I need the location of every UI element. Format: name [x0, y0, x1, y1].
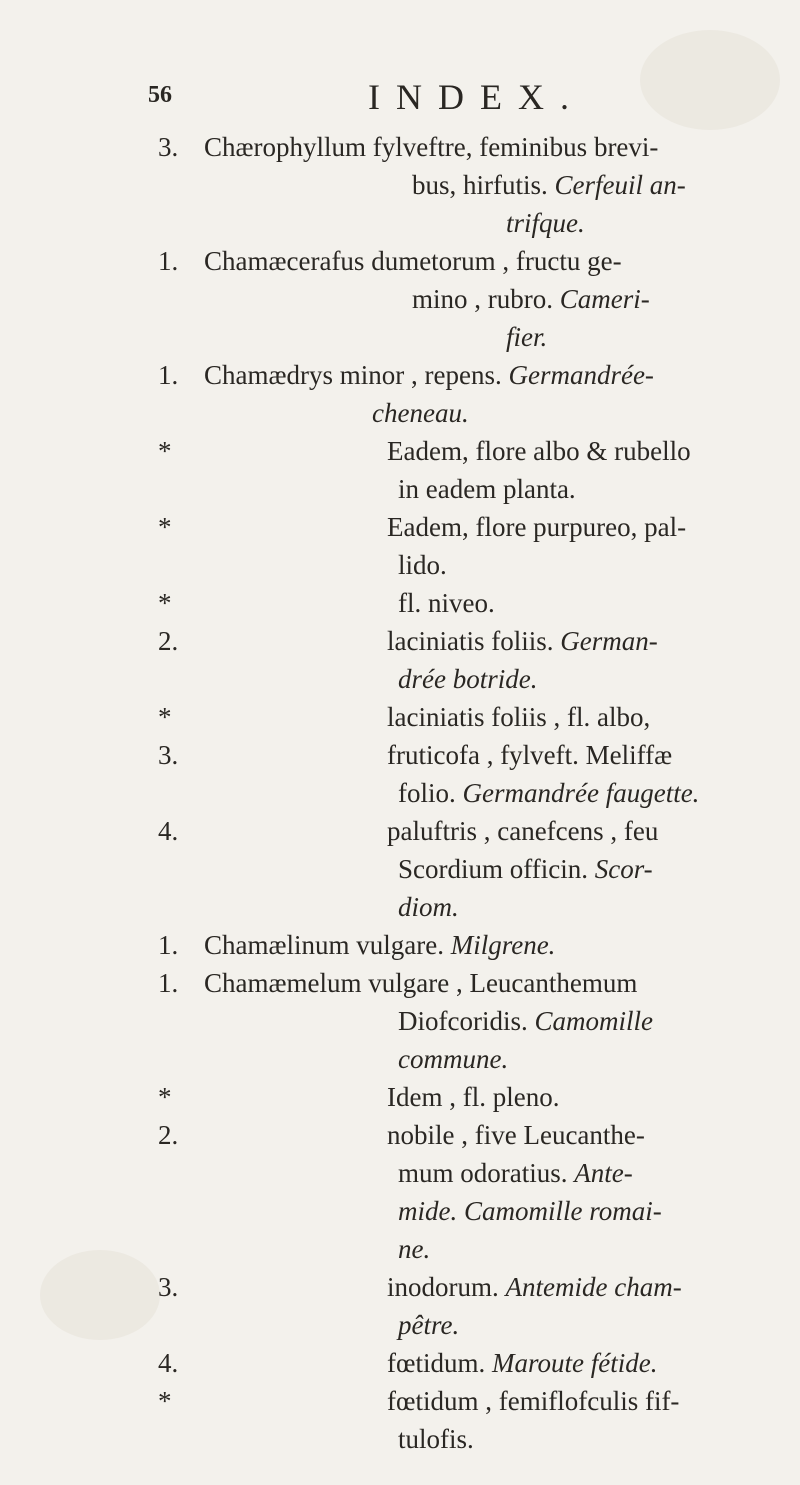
entry-number: 3. — [158, 740, 179, 770]
asterisk-marker: * — [158, 1386, 172, 1416]
entry-text: fœtidum , femiflofculis fif- — [387, 1386, 680, 1416]
entry-line — [204, 964, 637, 1002]
entry-text: fl. niveo. — [398, 588, 495, 618]
french-name: trifque. — [506, 208, 585, 238]
asterisk-marker: * — [158, 588, 172, 618]
running-title: INDEX. — [368, 77, 585, 117]
entry-text: Scordium officin. — [398, 854, 595, 884]
entry-number: 3. — [158, 132, 179, 162]
entry-text: Eadem, flore albo & rubello — [387, 436, 691, 466]
entry-line — [506, 318, 547, 356]
entry-number: 2. — [158, 1120, 179, 1150]
french-name: Germandrée faugette. — [462, 778, 700, 808]
entry-number: 3. — [158, 1272, 179, 1302]
french-name: drée botride. — [398, 664, 538, 694]
entry-line — [372, 394, 469, 432]
entry-line — [387, 698, 650, 736]
entry-line — [398, 1040, 508, 1078]
entry-text: fœtidum. — [387, 1348, 492, 1378]
entry-line — [387, 1078, 559, 1116]
entry-line — [387, 812, 658, 850]
entry-line — [398, 850, 653, 888]
entry-text: tulofis. — [398, 1424, 474, 1454]
entry-number: 1. — [158, 968, 179, 998]
entry-line — [387, 1382, 679, 1420]
entry-line — [412, 280, 650, 318]
entry-line — [204, 128, 658, 166]
entry-number: 4. — [158, 816, 179, 846]
entry-number: 4. — [158, 1348, 179, 1378]
entry-line — [387, 508, 686, 546]
entry-number: 2. — [158, 626, 179, 656]
french-name: Cameri- — [559, 284, 650, 314]
entry-text: in eadem planta. — [398, 474, 576, 504]
entry-text: Eadem, flore purpureo, pal- — [387, 512, 687, 542]
asterisk-marker: * — [158, 1082, 172, 1112]
entry-text: paluftris , canefcens , feu — [387, 816, 659, 846]
french-name: mide. Camomille romai- — [398, 1196, 662, 1226]
french-name: Scor- — [594, 854, 653, 884]
french-name: Germandrée- — [508, 360, 654, 390]
entry-line — [398, 660, 537, 698]
french-name: German- — [560, 626, 658, 656]
page-number: 56 — [148, 82, 172, 108]
entry-line — [204, 356, 654, 394]
entry-text: laciniatis foliis. — [387, 626, 561, 656]
entry-number: 1. — [158, 360, 179, 390]
entry-line — [398, 546, 447, 584]
entry-number: 1. — [158, 246, 179, 276]
french-name: pêtre. — [398, 1310, 460, 1340]
entry-text: mum odoratius. — [398, 1158, 575, 1188]
entry-line — [398, 1230, 430, 1268]
french-name: Antemide cham- — [505, 1272, 682, 1302]
entry-line — [398, 470, 576, 508]
entry-line — [506, 204, 585, 242]
entry-text: Chærophyllum fylveftre, feminibus brevi- — [204, 132, 659, 162]
entry-text: Chamæcerafus dumetorum , fructu ge- — [204, 246, 622, 276]
entry-text: fruticofa , fylveft. Meliffæ — [387, 740, 673, 770]
entry-line — [398, 1420, 474, 1458]
entry-text: lido. — [398, 550, 447, 580]
french-name: commune. — [398, 1044, 509, 1074]
entry-line — [398, 888, 459, 926]
entry-line — [387, 1268, 682, 1306]
french-name: Ante- — [574, 1158, 633, 1188]
entry-text: Idem , fl. pleno. — [387, 1082, 560, 1112]
entry-line — [398, 774, 699, 812]
entry-text: Chamædrys minor , repens. — [204, 360, 509, 390]
french-name: Milgrene. — [450, 930, 556, 960]
entry-line — [387, 622, 658, 660]
french-name: diom. — [398, 892, 459, 922]
entry-line — [387, 736, 672, 774]
entry-text: mino , rubro. — [412, 284, 560, 314]
asterisk-marker: * — [158, 512, 172, 542]
entry-text: inodorum. — [387, 1272, 506, 1302]
entry-line — [398, 1154, 633, 1192]
paper-stain — [40, 1250, 160, 1340]
asterisk-marker: * — [158, 702, 172, 732]
french-name: ne. — [398, 1234, 431, 1264]
french-name: fier. — [506, 322, 548, 352]
entry-line — [387, 1116, 645, 1154]
entry-text: Chamælinum vulgare. — [204, 930, 451, 960]
entry-line — [412, 166, 686, 204]
entry-line — [398, 1306, 459, 1344]
entry-text: Diofcoridis. — [398, 1006, 535, 1036]
entry-line — [204, 926, 555, 964]
entry-text: nobile , five Leucanthe- — [387, 1120, 645, 1150]
french-name: cheneau. — [372, 398, 469, 428]
entry-line — [398, 1002, 653, 1040]
asterisk-marker: * — [158, 436, 172, 466]
entry-line — [387, 1344, 657, 1382]
entry-line — [398, 1192, 662, 1230]
french-name: Maroute fétide. — [492, 1348, 658, 1378]
entry-text: folio. — [398, 778, 463, 808]
entry-line — [398, 584, 495, 622]
entry-text: laciniatis foliis , fl. albo, — [387, 702, 651, 732]
entry-text: bus, hirfutis. — [412, 170, 555, 200]
entry-line — [204, 242, 622, 280]
entry-text: Chamæmelum vulgare , Leucanthemum — [204, 968, 638, 998]
french-name: Camomille — [534, 1006, 653, 1036]
french-name: Cerfeuil an- — [554, 170, 686, 200]
entry-number: 1. — [158, 930, 179, 960]
page-header — [0, 77, 800, 122]
entry-line — [387, 432, 691, 470]
